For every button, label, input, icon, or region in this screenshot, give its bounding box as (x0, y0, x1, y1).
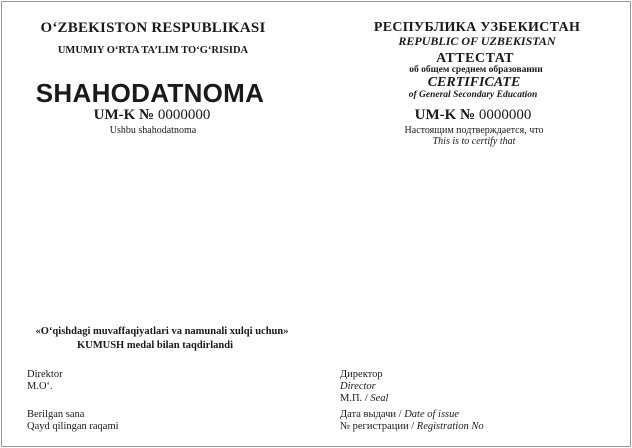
right-document-name-en: CERTIFICATE (427, 75, 521, 90)
left-certificate-number (94, 108, 211, 123)
right-document-subtitle-ru: об общем среднем образовании (409, 65, 543, 75)
right-registration-ru: № регистрации / (340, 421, 417, 432)
right-country-title-ru: РЕСПУБЛИКА УЗБЕКИСТАН (373, 20, 581, 35)
right-director-label-en: Director (340, 381, 376, 392)
left-country-title: O‘ZBEKISTON RESPUBLIKASI (40, 20, 266, 36)
left-number-digits: 0000000 (157, 107, 211, 123)
right-document-subtitle-en: of General Secondary Education (408, 90, 538, 100)
right-confirm-ru: Настоящим подтверждается, что (404, 125, 544, 136)
right-country-title-en: REPUBLIC OF UZBEKISTAN (398, 34, 556, 48)
right-date-ru: Дата выдачи / (340, 409, 405, 420)
right-seal-en: Seal (370, 393, 389, 404)
left-number-sign: № (139, 107, 155, 123)
right-date-label (340, 410, 459, 421)
right-document-name-ru: АТТЕСТАТ (436, 51, 514, 66)
left-registration-label: Qayd qilingan raqami (27, 421, 119, 432)
certificate-spread (1, 1, 631, 447)
right-number-sign: № (460, 107, 476, 123)
right-number-digits: 0000000 (478, 107, 532, 123)
left-seal-label: M.O‘. (27, 381, 53, 392)
left-number-series: UM-K (93, 107, 136, 123)
left-document-name: SHAHODATNOMA (35, 78, 265, 108)
left-certify-text: Ushbu shahodatnoma (109, 125, 197, 136)
award-line-2: KUMUSH medal bilan taqdirlandi (76, 340, 234, 351)
right-director-label-ru: Директор (340, 369, 383, 380)
left-director-label: Direktor (27, 369, 63, 380)
right-number-series: UM-K (414, 107, 457, 123)
left-date-label: Berilgan sana (27, 409, 85, 420)
right-date-en: Date of issue (404, 409, 460, 420)
right-registration-en: Registration No (416, 421, 484, 432)
right-confirm-en: This is to certify that (432, 136, 516, 147)
award-line-1: «O‘qishdagi muvaffaqiyatlari va namunali xulqi uchun» (35, 326, 289, 337)
right-seal-label (340, 394, 388, 405)
right-registration-label (340, 422, 484, 433)
right-certificate-number (415, 108, 532, 123)
right-seal-ru: М.П. / (340, 393, 371, 404)
left-education-subtitle: UMUMIY O‘RTA TA’LIM TO‘G‘RISIDA (57, 45, 249, 56)
